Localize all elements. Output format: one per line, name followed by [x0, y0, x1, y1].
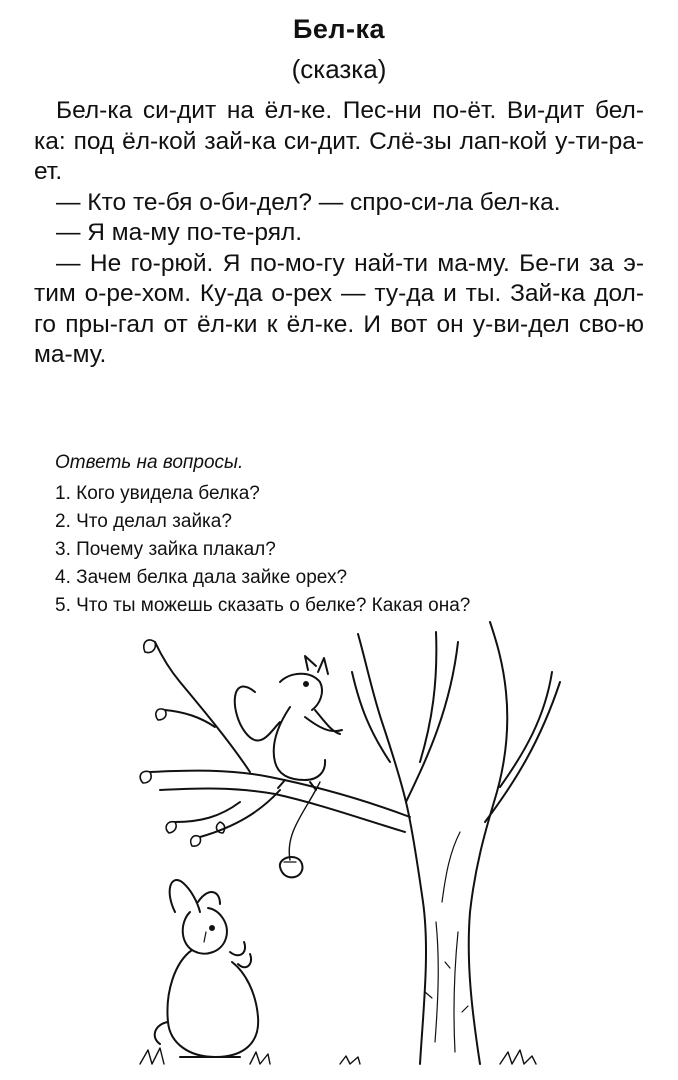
task-instruction: Ответь на вопросы. — [55, 452, 244, 473]
leaf-group — [140, 640, 225, 846]
dialogue-line-3: — Не го-рюй. Я по-мо-гу най-ти ма-му. Бе-ги за э-тим о-ре-хом. Ку-да о-рех — ту-да и ты. Зай-ка дол-го пры-гал от ёл-ки к ёл-ке. И вот он у-ви-дел сво-ю ма-му. — [34, 249, 644, 368]
squirrel-figure — [235, 656, 342, 790]
tree-branches — [150, 632, 560, 837]
dialogue-line-2: — Я ма-му по-те-рял. — [56, 219, 303, 246]
question-item-1: 1. Кого увидела белка? — [55, 483, 260, 504]
question-list — [55, 480, 470, 620]
rabbit-figure — [155, 880, 258, 1057]
story-title: Бел-ка — [292, 14, 386, 44]
question-item-4: 4. Зачем белка дала зайке орех? — [55, 567, 348, 588]
question-item-5: 5. Что ты можешь сказать о белке? Какая она? — [55, 595, 471, 616]
tree-trunk — [358, 622, 507, 1064]
question-item-2: 2. Что делал зайка? — [55, 511, 232, 532]
question-item-3: 3. Почему зайка плакал? — [55, 539, 276, 560]
story-paragraph-1: Бел-ка си-дит на ёл-ке. Пес-ни по-ёт. Ви-дит бел-ка: под ёл-кой зай-ка си-дит. Слё-зы лап-кой у-ти-ра-ет. — [34, 97, 644, 185]
story-genre: (сказка) — [291, 54, 387, 84]
story-text — [34, 96, 644, 371]
dialogue-line-1: — Кто те-бя о-би-дел? — спро-си-ла бел-ка. — [56, 188, 561, 216]
squirrel-rabbit-illustration — [120, 612, 580, 1072]
